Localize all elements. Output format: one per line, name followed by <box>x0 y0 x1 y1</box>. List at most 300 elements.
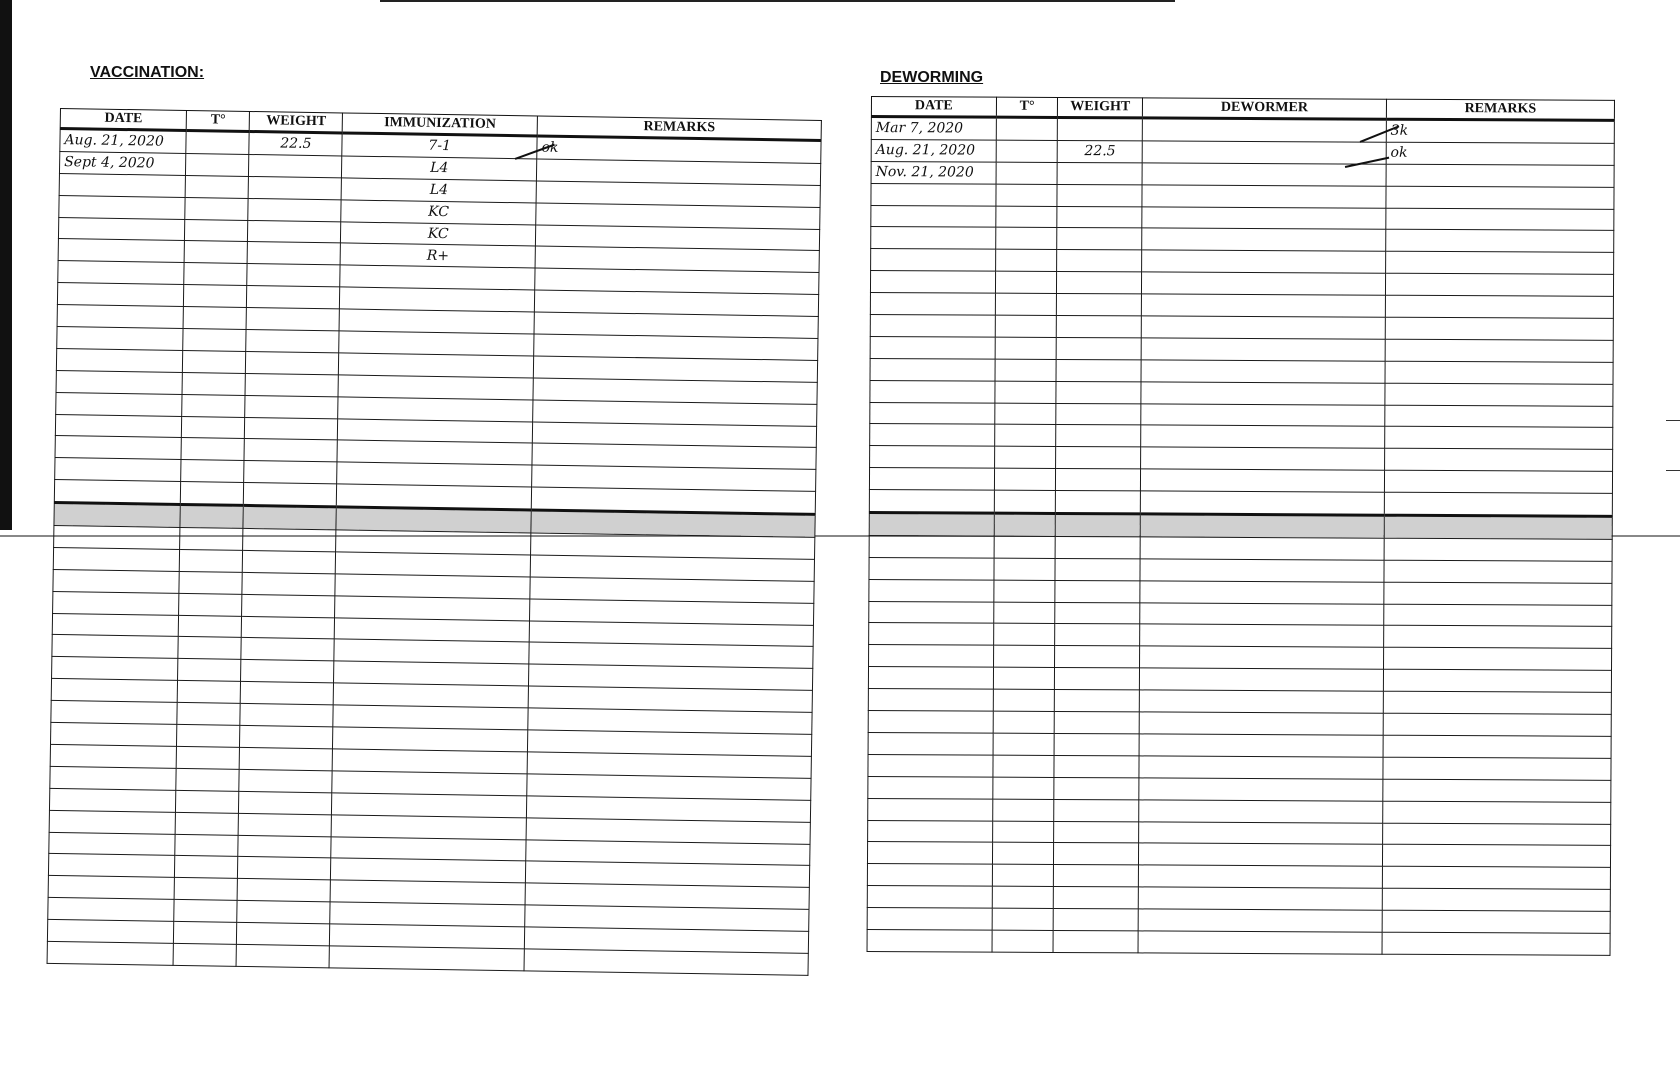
deworming-dewormer-cell <box>1140 668 1384 691</box>
vaccination-header-date: DATE <box>60 109 187 131</box>
vaccination-immunization-cell <box>332 793 527 818</box>
deworming-temp-cell <box>994 513 1056 536</box>
deworming-date-cell <box>871 249 996 272</box>
deworming-temp-cell <box>995 337 1057 359</box>
vaccination-date-cell <box>51 722 178 746</box>
deworming-temp-cell <box>993 667 1055 689</box>
vaccination-immunization-cell <box>336 507 531 533</box>
deworming-remarks-cell <box>1384 515 1612 539</box>
vaccination-weight-cell <box>247 308 340 331</box>
vaccination-weight-cell <box>243 550 336 573</box>
deworming-weight-cell <box>1055 733 1140 755</box>
vaccination-date-cell: Sept 4, 2020 <box>59 151 186 175</box>
deworming-remarks-cell <box>1386 186 1614 209</box>
deworming-temp-cell <box>994 580 1056 602</box>
vaccination-date-cell <box>47 919 174 943</box>
vaccination-weight-cell <box>238 857 331 880</box>
vaccination-date-cell <box>52 613 179 637</box>
deworming-date-cell <box>869 513 994 537</box>
vaccination-immunization-cell <box>337 440 532 465</box>
deworming-weight-cell <box>1056 469 1141 491</box>
vaccination-immunization-cell <box>330 924 525 949</box>
vaccination-temp-cell <box>184 263 247 286</box>
vaccination-weight-cell <box>238 879 331 902</box>
vaccination-date-cell <box>53 591 180 615</box>
vaccination-weight-cell <box>237 944 330 967</box>
vaccination-date-cell <box>57 283 184 307</box>
deworming-dewormer-cell <box>1140 646 1384 669</box>
deworming-title: DEWORMING <box>880 69 984 86</box>
vaccination-immunization-cell <box>332 771 527 796</box>
deworming-temp-cell <box>994 558 1056 580</box>
vaccination-weight-cell <box>240 704 333 727</box>
deworming-remarks-cell <box>1384 582 1612 605</box>
deworming-weight-cell <box>1056 491 1141 514</box>
deworming-date-cell <box>868 711 993 734</box>
vaccination-immunization-cell <box>337 484 532 510</box>
deworming-temp-cell <box>992 843 1054 865</box>
deworming-dewormer-cell <box>1139 690 1383 713</box>
deworming-temp-cell <box>995 249 1057 271</box>
deworming-temp-cell <box>996 228 1058 250</box>
deworming-date-cell <box>867 908 992 931</box>
vaccination-header-weight: WEIGHT <box>250 111 343 132</box>
vaccination-weight-cell <box>242 572 335 595</box>
deworming-weight-cell <box>1055 580 1140 602</box>
vaccination-date-cell <box>54 525 181 549</box>
deworming-weight-cell <box>1054 777 1139 799</box>
vaccination-temp-cell <box>181 482 245 506</box>
deworming-dewormer-cell <box>1139 778 1383 801</box>
deworming-remarks-cell <box>1383 669 1611 692</box>
deworming-weight-cell <box>1056 447 1141 469</box>
deworming-date-cell <box>868 776 993 799</box>
vaccination-immunization-cell: 7-1 <box>342 133 537 159</box>
vaccination-temp-cell <box>177 681 240 704</box>
vaccination-immunization-cell <box>331 858 526 883</box>
deworming-weight-cell <box>1054 887 1139 909</box>
deworming-weight-cell <box>1056 403 1141 425</box>
scan-edge-mark <box>1666 470 1680 471</box>
deworming-weight-cell <box>1055 646 1140 668</box>
deworming-temp-cell <box>992 886 1054 908</box>
deworming-remarks-cell <box>1386 230 1614 253</box>
vaccination-weight-cell <box>239 791 332 814</box>
vaccination-date-cell <box>48 898 175 922</box>
deworming-remarks-cell <box>1384 470 1612 493</box>
deworming-temp-cell <box>993 777 1055 799</box>
vaccination-immunization-cell <box>339 353 534 378</box>
deworming-remarks-cell <box>1382 823 1610 846</box>
deworming-weight-cell <box>1057 206 1142 228</box>
vaccination-temp-cell <box>183 307 246 330</box>
vaccination-immunization-cell <box>340 265 535 290</box>
deworming-weight-cell <box>1055 712 1140 734</box>
deworming-dewormer-cell <box>1139 756 1383 779</box>
vaccination-immunization-cell <box>337 462 532 487</box>
vaccination-temp-cell <box>184 285 247 308</box>
deworming-dewormer-cell <box>1139 821 1383 844</box>
deworming-remarks-cell <box>1382 932 1610 955</box>
deworming-date-cell <box>868 689 993 712</box>
deworming-dewormer-cell <box>1141 425 1385 448</box>
deworming-remarks-cell <box>1383 691 1611 714</box>
deworming-date-cell <box>867 842 992 865</box>
vaccination-date-cell <box>49 788 176 812</box>
deworming-dewormer-cell <box>1139 865 1383 888</box>
deworming-date-cell <box>870 358 995 381</box>
vaccination-date-cell <box>56 348 183 372</box>
deworming-dewormer-cell <box>1141 469 1385 492</box>
deworming-weight-cell <box>1056 514 1141 537</box>
vaccination-weight-cell <box>241 682 334 705</box>
vaccination-header-remarks: REMARKS <box>537 116 821 140</box>
deworming-weight-cell <box>1056 359 1141 381</box>
deworming-weight-cell <box>1057 294 1142 316</box>
deworming-dewormer-cell <box>1142 185 1386 208</box>
deworming-dewormer-cell <box>1141 382 1385 405</box>
vaccination-temp-cell <box>182 416 245 439</box>
deworming-dewormer-cell <box>1140 491 1384 515</box>
deworming-weight-cell <box>1054 821 1139 843</box>
deworming-temp-cell <box>992 930 1054 952</box>
vaccination-temp-cell <box>176 790 239 813</box>
vaccination-temp-cell <box>180 505 244 529</box>
deworming-remarks-cell <box>1385 383 1613 406</box>
vaccination-temp-cell <box>178 637 241 660</box>
deworming-weight-cell <box>1057 272 1142 294</box>
deworming-temp-cell <box>993 689 1055 711</box>
vaccination-temp-cell <box>185 197 248 220</box>
vaccination-date-cell <box>58 217 185 241</box>
deworming-temp-cell <box>995 293 1057 315</box>
deworming-date-cell <box>867 929 992 952</box>
deworming-dewormer-cell <box>1142 272 1386 295</box>
deworming-date-cell <box>869 557 994 580</box>
deworming-date-cell <box>869 468 994 491</box>
deworming-remarks-cell <box>1385 361 1613 384</box>
deworming-remarks-cell <box>1386 208 1614 231</box>
deworming-dewormer-cell <box>1142 294 1386 317</box>
deworming-remarks-cell <box>1382 888 1610 911</box>
vaccination-date-cell <box>59 173 186 197</box>
vaccination-date-cell <box>48 876 175 900</box>
vaccination-date-cell <box>50 766 177 790</box>
deworming-weight-cell <box>1058 117 1143 140</box>
deworming-dewormer-cell <box>1139 712 1383 735</box>
vaccination-temp-cell <box>176 768 239 791</box>
deworming-temp-cell <box>996 117 1058 140</box>
vaccination-weight-cell <box>245 417 338 440</box>
vaccination-weight-cell <box>241 638 334 661</box>
deworming-temp-cell <box>994 425 1056 447</box>
deworming-dewormer-cell <box>1141 447 1385 470</box>
vaccination-temp-cell <box>185 219 248 242</box>
vaccination-temp-cell <box>177 724 240 747</box>
vaccination-date-cell <box>57 326 184 350</box>
vaccination-immunization-cell <box>331 814 526 839</box>
deworming-dewormer-cell <box>1142 141 1386 164</box>
deworming-remarks-cell <box>1385 405 1613 428</box>
deworming-weight-cell <box>1057 184 1142 206</box>
deworming-date-cell: Mar 7, 2020 <box>871 117 996 141</box>
deworming-table <box>867 96 1615 956</box>
vaccination-date-cell: Aug. 21, 2020 <box>60 129 187 154</box>
deworming-temp-cell <box>992 821 1054 843</box>
deworming-weight-cell <box>1053 930 1138 952</box>
vaccination-weight-cell <box>239 813 332 836</box>
deworming-weight-cell <box>1054 909 1139 931</box>
deworming-remarks-cell <box>1383 713 1611 736</box>
deworming-temp-cell <box>996 140 1058 162</box>
vaccination-header-temp: T° <box>186 110 249 131</box>
deworming-temp-cell <box>995 315 1057 337</box>
vaccination-temp-cell <box>174 878 237 901</box>
deworming-weight-cell <box>1058 162 1143 184</box>
vaccination-immunization-cell <box>336 552 531 577</box>
deworming-remarks-cell <box>1383 801 1611 824</box>
deworming-dewormer-cell <box>1140 514 1384 538</box>
deworming-remarks-cell <box>1383 757 1611 780</box>
deworming-weight-cell <box>1057 315 1142 337</box>
vaccination-immunization-cell <box>334 617 529 642</box>
deworming-date-cell <box>870 424 995 447</box>
deworming-weight-cell: 22.5 <box>1058 140 1143 162</box>
deworming-temp-cell <box>993 733 1055 755</box>
deworming-temp-cell <box>996 162 1058 184</box>
vaccination-temp-cell <box>176 746 239 769</box>
vaccination-weight-cell <box>246 329 339 352</box>
deworming-date-cell <box>868 732 993 755</box>
deworming-remarks-cell <box>1385 339 1613 362</box>
deworming-date-cell <box>870 271 995 294</box>
vaccination-immunization-cell <box>330 902 525 927</box>
deworming-date-cell <box>871 227 996 250</box>
deworming-weight-cell <box>1057 250 1142 272</box>
vaccination-weight-cell <box>243 506 336 530</box>
deworming-dewormer-cell <box>1142 118 1386 142</box>
vaccination-immunization-cell <box>333 705 528 730</box>
vaccination-weight-cell <box>245 395 338 418</box>
deworming-weight-cell <box>1055 624 1140 646</box>
deworming-header-temp: T° <box>996 97 1058 117</box>
deworming-date-cell <box>868 820 993 843</box>
scan-top-border <box>380 0 1175 2</box>
vaccination-weight-cell <box>240 747 333 770</box>
deworming-remarks-cell <box>1383 735 1611 758</box>
vaccination-temp-cell <box>186 130 250 154</box>
vaccination-temp-cell <box>182 372 245 395</box>
vaccination-weight-cell <box>245 373 338 396</box>
vaccination-temp-cell <box>178 659 241 682</box>
vaccination-date-cell <box>57 305 184 329</box>
vaccination-immunization-cell <box>335 574 530 599</box>
vaccination-date-cell <box>53 569 180 593</box>
vaccination-immunization-cell <box>338 418 533 443</box>
vaccination-temp-cell <box>185 175 248 198</box>
deworming-temp-cell <box>994 602 1056 624</box>
vaccination-immunization-cell <box>334 661 529 686</box>
vaccination-temp-cell <box>182 394 245 417</box>
deworming-weight-cell <box>1055 602 1140 624</box>
vaccination-temp-cell <box>181 438 244 461</box>
deworming-temp-cell <box>993 799 1055 821</box>
vaccination-temp-cell <box>183 350 246 373</box>
vaccination-immunization-cell: R+ <box>340 243 535 268</box>
deworming-date-cell <box>867 886 992 909</box>
deworming-date-cell <box>869 623 994 646</box>
deworming-weight-cell <box>1055 558 1140 580</box>
vaccination-temp-cell <box>180 549 243 572</box>
vaccination-title: VACCINATION: <box>90 64 205 81</box>
deworming-date-cell <box>869 579 994 602</box>
vaccination-immunization-cell <box>338 375 533 400</box>
vaccination-temp-cell <box>174 921 237 944</box>
deworming-dewormer-cell <box>1142 206 1386 229</box>
deworming-temp-cell <box>996 206 1058 228</box>
vaccination-date-cell <box>47 941 174 965</box>
deworming-weight-cell <box>1056 381 1141 403</box>
vaccination-immunization-cell <box>329 946 524 971</box>
deworming-dewormer-cell <box>1139 734 1383 757</box>
deworming-date-cell <box>868 754 993 777</box>
deworming-temp-cell <box>993 755 1055 777</box>
vaccination-temp-cell <box>177 703 240 726</box>
vaccination-immunization-cell <box>339 331 534 356</box>
vaccination-immunization-cell <box>338 397 533 422</box>
vaccination-immunization-cell: KC <box>341 221 536 246</box>
deworming-remarks-cell <box>1385 317 1613 340</box>
deworming-dewormer-cell <box>1142 228 1386 251</box>
deworming-date-cell <box>870 315 995 338</box>
deworming-date-cell: Aug. 21, 2020 <box>871 139 996 162</box>
vaccination-immunization-cell: L4 <box>342 156 537 181</box>
deworming-weight-cell <box>1054 755 1139 777</box>
deworming-remarks-cell <box>1383 779 1611 802</box>
deworming-dewormer-cell <box>1140 559 1384 582</box>
deworming-remarks-cell <box>1382 910 1610 933</box>
vaccination-immunization-cell <box>335 596 530 621</box>
deworming-dewormer-cell <box>1139 843 1383 866</box>
vaccination-temp-cell <box>183 328 246 351</box>
vaccination-immunization-cell <box>334 639 529 664</box>
deworming-dewormer-cell <box>1141 316 1385 339</box>
deworming-weight-cell <box>1055 668 1140 690</box>
vaccination-temp-cell <box>174 900 237 923</box>
vaccination-sheet <box>47 108 822 976</box>
vaccination-date-cell <box>53 547 180 571</box>
deworming-remarks-cell <box>1384 449 1612 472</box>
vaccination-temp-cell <box>175 812 238 835</box>
vaccination-remarks-cell: ok <box>537 136 821 163</box>
deworming-temp-cell <box>995 381 1057 403</box>
deworming-weight-cell <box>1056 425 1141 447</box>
vaccination-date-cell <box>51 701 178 725</box>
vaccination-weight-cell <box>248 198 341 221</box>
vaccination-weight-cell: 22.5 <box>249 131 342 155</box>
deworming-dewormer-cell <box>1140 624 1384 647</box>
vaccination-date-cell <box>54 503 181 528</box>
vaccination-immunization-cell <box>332 749 527 774</box>
deworming-dewormer-cell <box>1140 581 1384 604</box>
vaccination-temp-cell <box>180 527 243 550</box>
vaccination-weight-cell <box>247 264 340 287</box>
vaccination-weight-cell <box>242 594 335 617</box>
deworming-remarks-cell <box>1383 626 1611 649</box>
vaccination-header-immunization: IMMUNIZATION <box>342 113 537 136</box>
deworming-remarks-cell <box>1385 252 1613 275</box>
deworming-header-dewormer: DEWORMER <box>1143 98 1387 119</box>
vaccination-date-cell <box>58 239 185 263</box>
deworming-temp-cell <box>993 711 1055 733</box>
deworming-remarks-cell: 3k <box>1386 119 1614 143</box>
deworming-temp-cell <box>994 490 1056 513</box>
deworming-temp-cell <box>994 447 1056 469</box>
deworming-date-cell <box>870 336 995 359</box>
deworming-dewormer-cell <box>1140 537 1384 560</box>
deworming-weight-cell <box>1057 228 1142 250</box>
table-row <box>867 929 1610 955</box>
deworming-date-cell <box>871 183 996 206</box>
deworming-weight-cell <box>1056 536 1141 558</box>
deworming-weight-cell <box>1057 337 1142 359</box>
vaccination-temp-cell <box>181 460 244 483</box>
vaccination-date-cell <box>50 744 177 768</box>
deworming-temp-cell <box>995 403 1057 425</box>
deworming-remarks-cell <box>1386 164 1614 187</box>
vaccination-temp-cell <box>173 943 236 966</box>
deworming-date-cell <box>870 446 995 469</box>
vaccination-weight-cell <box>237 922 330 945</box>
deworming-remarks-cell: ok <box>1386 142 1614 165</box>
vaccination-immunization-cell <box>339 309 534 334</box>
vaccination-date-cell <box>58 261 185 285</box>
vaccination-weight-cell <box>243 528 336 551</box>
vaccination-temp-cell <box>179 571 242 594</box>
deworming-date-cell: Nov. 21, 2020 <box>871 161 996 184</box>
vaccination-weight-cell <box>237 901 330 924</box>
deworming-remarks-cell <box>1382 845 1610 868</box>
deworming-weight-cell <box>1054 843 1139 865</box>
deworming-remarks-cell <box>1384 538 1612 561</box>
deworming-remarks-cell <box>1385 295 1613 318</box>
deworming-date-cell <box>867 864 992 887</box>
vaccination-temp-cell <box>175 834 238 857</box>
scan-left-edge <box>0 0 12 530</box>
deworming-date-cell <box>870 293 995 316</box>
vaccination-date-cell <box>56 392 183 416</box>
vaccination-weight-cell <box>244 483 337 507</box>
vaccination-immunization-cell <box>340 287 535 312</box>
vaccination-weight-cell <box>244 461 337 484</box>
deworming-date-cell <box>869 601 994 624</box>
vaccination-immunization-cell: KC <box>341 200 536 225</box>
deworming-remarks-cell <box>1383 648 1611 671</box>
vaccination-date-cell <box>52 657 179 681</box>
deworming-temp-cell <box>993 646 1055 668</box>
vaccination-weight-cell <box>239 769 332 792</box>
deworming-dewormer-cell <box>1138 931 1382 954</box>
vaccination-weight-cell <box>240 725 333 748</box>
deworming-dewormer-cell <box>1141 360 1385 383</box>
vaccination-weight-cell <box>242 616 335 639</box>
vaccination-date-cell <box>49 832 176 856</box>
vaccination-weight-cell <box>248 242 341 265</box>
vaccination-date-cell <box>52 635 179 659</box>
deworming-temp-cell <box>995 359 1057 381</box>
deworming-date-cell <box>870 402 995 425</box>
deworming-dewormer-cell <box>1140 603 1384 626</box>
